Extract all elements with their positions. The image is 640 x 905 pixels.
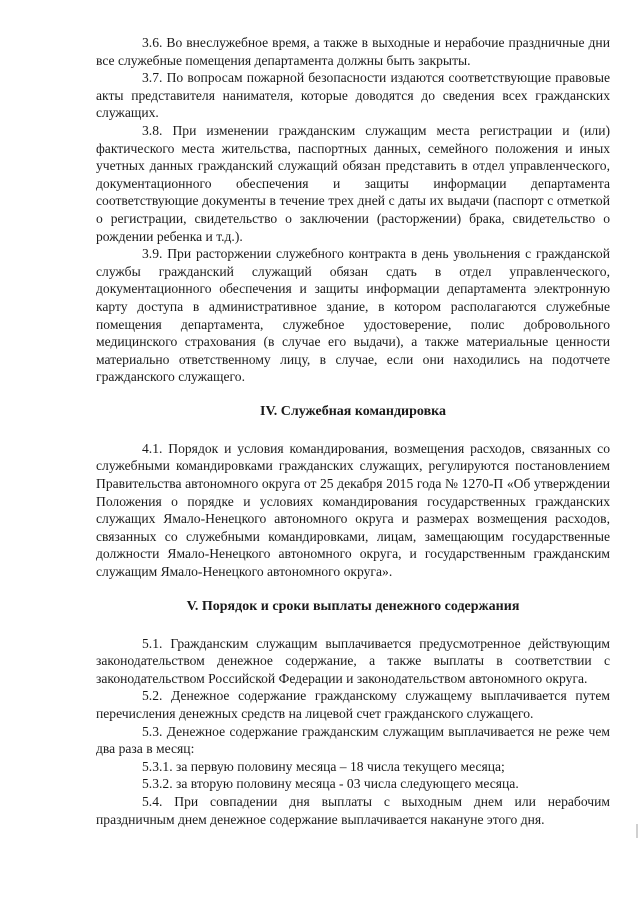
paragraph-3-8: 3.8. При изменении гражданским служащим места регистрации и (или) фактического места жительства, паспортных данных, семейного положения и иных учетных данных гражданский служащий обязан представить в отдел управленческого, документационного обеспечения и защиты информации департамента соответствующие документы в течение трех дней с даты их выдачи (паспорт с отметкой о регистрации, свидетельство о заключении (расторжении) брака, свидетельство о рождении ребенка и т.д.). bbox=[96, 122, 610, 244]
paragraph-4-1: 4.1. Порядок и условия командирования, возмещения расходов, связанных со служебными командировками гражданских служащих, регулируются постановлением Правительства автономного округа от 25 декабря 2015 года № 1270-П «Об утверждении Положения о порядке и условиях командирования государственных гражданских служащих Ямало-Ненецкого автономного округа и размерах возмещения расходов, связанных со служебными командировками, лицам, замещающим государственные должности Ямало-Ненецкого автономного округа, и государственным гражданским служащим Ямало-Ненецкого автономного округа». bbox=[96, 440, 610, 580]
paragraph-3-9: 3.9. При расторжении служебного контракта в день увольнения с гражданской службы гражданский служащий обязан сдать в отдел управленческого, документационного обеспечения и защиты информации департамента электронную карту доступа в административное здание, в котором располагаются служебные помещения департамента, служебное удостоверение, полис добровольного медицинского страхования (в случае его выдачи), а также материальные ценности материально ответственному лицу, в случае, если они находились на подотчете гражданского служащего. bbox=[96, 246, 610, 385]
paragraph-5-3-1: 5.3.1. за первую половину месяца – 18 числа текущего месяца; bbox=[142, 758, 505, 774]
section-5-heading: V. Порядок и сроки выплаты денежного содержания bbox=[186, 598, 520, 614]
paragraph-3-7: 3.7. По вопросам пожарной безопасности издаются соответствующие правовые акты представителя нанимателя, которые доводятся до сведения всех гражданских служащих. bbox=[96, 70, 610, 121]
paragraph-5-4: 5.4. При совпадении дня выплаты с выходным днем или нерабочим праздничным днем денежное содержание выплачивается накануне этого дня. bbox=[96, 793, 610, 827]
paragraph-5-2: 5.2. Денежное содержание гражданскому служащему выплачивается путем перечисления денежных средств на лицевой счет гражданского служащего. bbox=[96, 688, 610, 721]
paragraph-5-1: 5.1. Гражданским служащим выплачивается предусмотренное действующим законодательством денежное содержание, а также выплаты в соответствии с законодательством Российской Федерации и законодательством автономного округа. bbox=[96, 635, 610, 686]
section-4-heading: IV. Служебная командировка bbox=[260, 403, 446, 419]
paragraph-3-6: 3.6. Во внеслужебное время, а также в выходные и нерабочие праздничные дни все служебные помещения департамента должны быть закрыты. bbox=[96, 35, 610, 68]
paragraph-5-3: 5.3. Денежное содержание гражданским служащим выплачивается не реже чем два раза в месяц: bbox=[96, 723, 610, 757]
paragraph-5-3-2: 5.3.2. за вторую половину месяца - 03 числа следующего месяца. bbox=[142, 776, 519, 792]
scan-margin-mark bbox=[636, 824, 638, 838]
